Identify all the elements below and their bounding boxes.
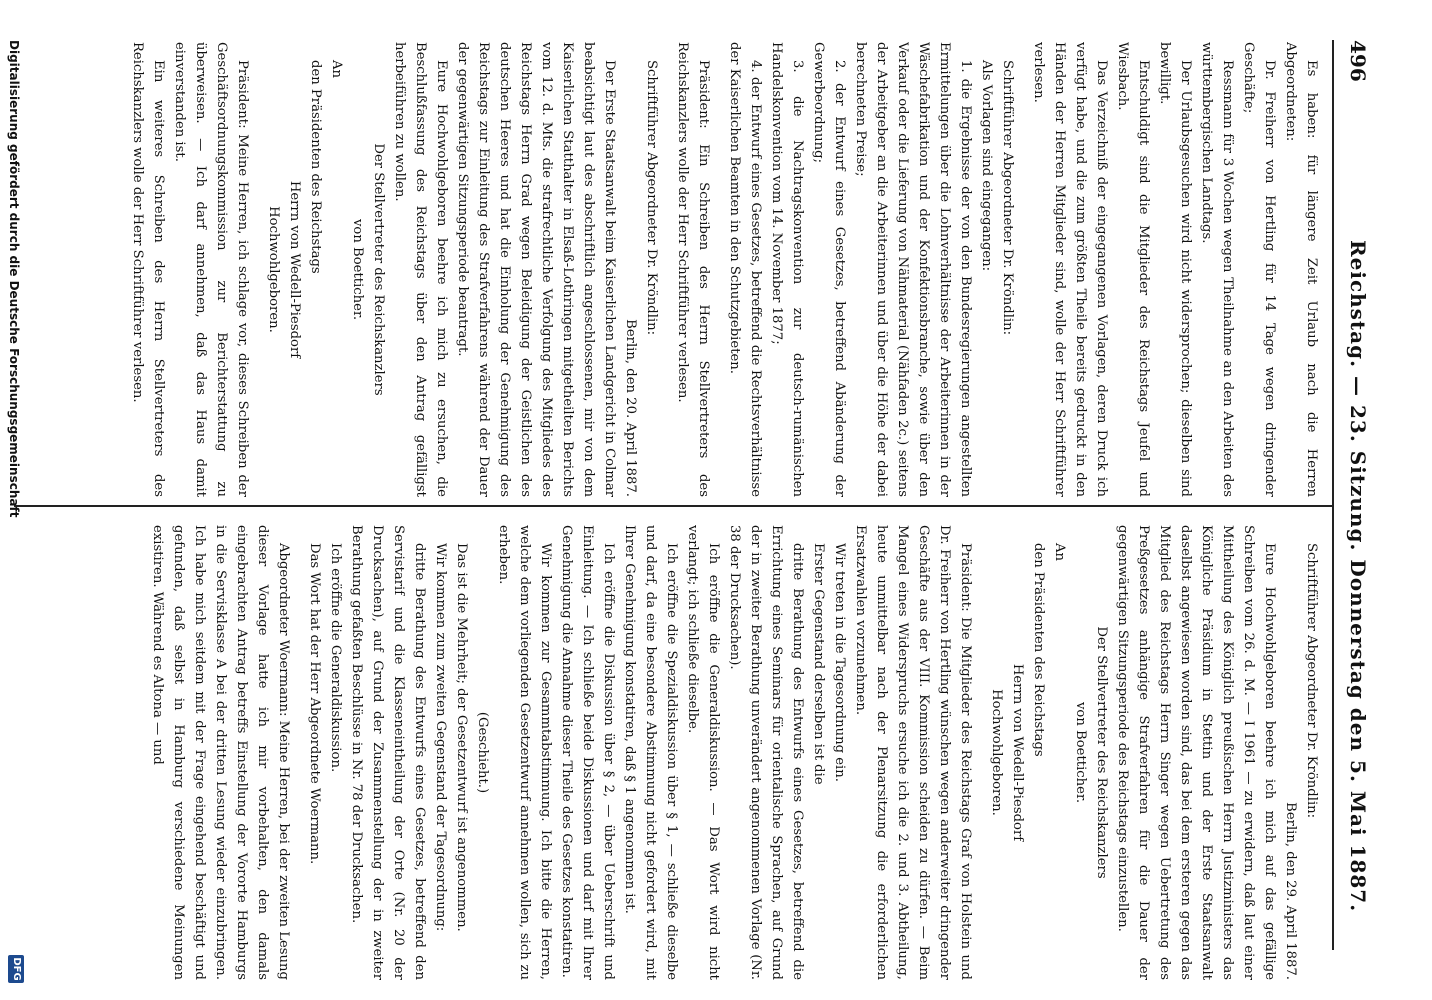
paragraph: Ressmann für 3 Wochen wegen Theilnahme an den Arbeiten des württembergischen Landtags. [1199,42,1235,497]
paragraph: dritte Berathung des Entwurfs eines Gesetzes, betreffend die Errichtung eines Seminars für orientalische Sprachen, auf Grund der in zweiter Berathung unverändert angenommenen Vorlage (Nr. 38 der Drucksachen). [727,525,805,980]
page-header [1332,40,1374,950]
paragraph: Schriftführer Abgeordneter Dr. Kröndlin: [1304,543,1319,819]
paragraph-gap [294,525,304,980]
paragraph: Eure Hochwohlgeboren beehre ich mich zu ersuchen, die Beschlußfassung des Reichstags über den Antrag gefälligst herbeiführen zu wollen. [392,42,449,497]
paragraph: Als Vorlagen sind eingegangen: [979,60,994,272]
paragraph: Präsident: Meine Herren, ich schlage vor, dieses Schreiben der Geschäftsordnungskommission zur Berichterstattung zu überweisen. — Ich darf annehmen, daß das Haus damit einverstanden ist. [172,42,250,497]
paragraph: von Boetticher. [350,218,365,321]
paragraph: 2. der Entwurf eines Gesetzes, betreffend Abänderung der Gewerbeordnung; [811,42,847,497]
page-running-title: Reichstag. — 23. Sitzung. Donnerstag den 5. Mai 1887. [1346,240,1370,913]
paragraph: Entschuldigt sind die Mitglieder des Reichstags Jeufel und Wiesbach. [1115,42,1151,497]
paragraph: dritte Berathung des Entwurfs eines Gesetzes, betreffend den Servistarif und die Klasseneintheilung der Orte (Nr. 20 der Drucksachen), auf Grund der Zusammenstellung der in zweiter Berathung gefaßten Beschlüsse in Nr. 78 der Drucksachen. [349,525,427,980]
paragraph: Abgeordneter Woermann: Meine Herren, bei der zweiten Lesung dieser Vorlage hatte ich mir vorbehalten, den damals eingebrachten Antrag betreffs Einstellung der Vororte Hamburgs in die Servisklasse A bei der dritten Lesung wieder einzubringen. Ich habe mich seitdem mit der Frage eingehend beschäftigt und gefunden, daß selbst in Hamburg verschiedene Meinungen existiren. Während es Altona — und [150,525,291,980]
paragraph: Der Stellvertreter des Reichskanzlers [371,143,386,396]
paragraph: Ich eröffne die Generaldiskussion. [328,543,343,773]
paragraph: Herrn von Wedell-Piesdorf [1010,663,1025,842]
paragraph: Das Wort hat der Herr Abgeordnete Woermann. [307,543,322,865]
paragraph: Wir kommen zum zweiten Gegenstand der Tagesordnung: [433,543,448,932]
paragraph-gap [253,42,263,497]
paragraph-gap [976,525,986,980]
paragraph: Präsident: Ein Schreiben des Herrn Stellvertreters des Reichskanzlers wolle der Herr Schriftführer verlesen. [675,42,711,497]
page-footer [3,0,27,1000]
paragraph: Ich eröffne die Diskussion über § 2, — über Ueberschrift und Einleitung. — Ich schließe beide Diskussionen und darf mit Ihrer Genehmigung die Annahme dieser Theile des Gesetzes konstatiren. [559,525,616,980]
paragraph: An [1052,543,1067,562]
paragraph: den Präsidenten des Reichstags [308,60,323,274]
left-column [22,42,1322,497]
paragraph: Ich eröffne die Spezialdiskussion über § 1, — schließe dieselbe und darf, da eine besondere Abstimmung nicht gefordert wird, mit Ihrer Genehmigung konstatiren, daß § 1 angenommen ist. [622,525,679,980]
page-number: 496 [1346,40,1370,82]
paragraph-gap [1018,42,1028,497]
paragraph: 4. der Entwurf eines Gesetzes, betreffend die Rechtsverhältnisse der Kaiserlichen Beamten in den Schutzgebieten. [727,42,763,497]
paragraph: Der Urlaubsgesuchen wird nicht widersprochen; dieselben sind bewilligt. [1157,42,1193,497]
paragraph: Präsident: Die Mitglieder des Reichstags Graf von Holstein und Dr. Freiherr von Hertling wünschen wegen anderweiter dringender Geschäfte aus der VIII. Kommission scheiden zu dürfen. — Beim Mangel eines Widerspruchs ersuche ich die 2. und 3. Abtheilung, heute unmittelbar nach der Plenarsitzung die erforderlichen Ersatzwahlen vorzunehmen. [853,525,973,980]
paragraph: Es haben: für längere Zeit Urlaub nach die Herren Abgeordneten: [1283,42,1319,497]
paragraph: Herrn von Wedell-Piesdorf [287,180,302,359]
paragraph: Wir kommen zur Gesammtabstimmung. Ich bitte die Herren, welche dem vorliegenden Gesetzentwurf annehmen wollen, sich zu erheben. [496,525,553,980]
digitization-credit: Digitalisierung gefördert durch die Deutsche Forschungsgemeinschaft [7,40,21,518]
right-column [22,525,1322,980]
paragraph: Hochwohlgeboren. [989,689,1004,816]
dfg-logo: DFG [8,955,24,983]
paragraph: Schriftführer Abgeordneter Dr. Kröndlin: [644,60,659,336]
paragraph: von Boetticher. [1073,701,1088,804]
paragraph-gap [662,42,672,497]
paragraph: Ich eröffne die Generaldiskussion. — Das Wort wird nicht verlangt; ich schließe dieselbe. [685,525,721,980]
paragraph: 3. die Nachtragskonvention zur deutsch-rumänischen Handelskonvention vom 14. November 1877; [769,42,805,497]
paragraph: Hochwohlgeboren. [266,206,281,333]
column-divider [14,505,1334,507]
paragraph: Das Verzeichniß der eingegangenen Vorlagen, deren Druck ich verfügt habe, und die zum größten Theile bereits gedruckt in den Händen der Herren Mitglieder sind, wolle der Herr Schriftführer verlesen. [1031,42,1109,497]
paragraph: An [329,60,344,79]
paragraph: Berlin, den 29. April 1887. [1283,802,1298,980]
paragraph: Dr. Freiherr von Hertling für 14 Tage wegen dringender Geschäfte; [1241,42,1277,497]
paragraph: Das ist die Mehrheit; der Gesetzentwurf ist angenommen. [454,543,469,932]
paragraph: Der Stellvertreter des Reichskanzlers [1094,626,1109,879]
paragraph: Wir treten in die Tagesordnung ein. [832,543,847,782]
paragraph: Schriftführer Abgeordneter Dr. Kröndlin: [1000,60,1015,336]
paragraph: Berlin, den 20. April 1887. [623,319,638,497]
paragraph: Der Erste Staatsanwalt beim Kaiserlichen Landgericht in Colmar beabsichtigt laut des abschriftlich angeschlossenen, mir von dem Kaiserlichen Statthalter in Elsaß-Lothringen mitgetheilten Berichts vom 12. d. Mts. die strafrechtliche Verfolgung des Mitgliedes des Reichstags Herrn Grad wegen Beleidigung der Geistlichen des deutschen Heeres und hat die Einholung der Genehmigung des Reichstags zur Einleitung des Strafverfahrens während der Dauer der gegenwärtigen Sitzungsperiode beantragt. [455,42,617,497]
paragraph: Ein weiteres Schreiben des Herrn Stellvertreters des Reichskanzlers wolle der Herr Schriftführer verlesen. [130,42,166,497]
paragraph: (Geschieht.) [475,711,490,794]
paragraph: Eure Hochwohlgeboren beehre ich mich auf das gefällige Schreiben vom 26. d. M. — I 1961 — zu erwidern, daß laut einer Mittheilung des Königlich preußischen Herrn Justizministers das Königliche Präsidium in Stettin und der Erste Staatsanwalt daselbst angewiesen worden sind, das bei dem ersteren gegen das Mitglied des Reichstags Herrn Singer wegen Uebertretung des Preßgesetzes anhängige Strafverfahren für die Dauer der gegenwärtigen Sitzungsperiode des Reichstags einzustellen. [1115,525,1277,980]
paragraph-gap [714,42,724,497]
paragraph: Erster Gegenstand derselben ist die [811,543,826,785]
paragraph: den Präsidenten des Reichstags [1031,543,1046,757]
paragraph: 1. die Ergebnisse der von den Bundesregierungen angestellten Ermittelungen über die Lohnverhältnisse der Arbeiterinnen in der Wäschefabrikation und der Konfektionsbranche, sowie über den Verkauf oder die Lieferung von Nähmaterial (Nähfaden 2c.) seitens der Arbeitgeber an die Arbeiterinnen und über die Höhe der dabei berechneten Preise; [853,42,973,497]
